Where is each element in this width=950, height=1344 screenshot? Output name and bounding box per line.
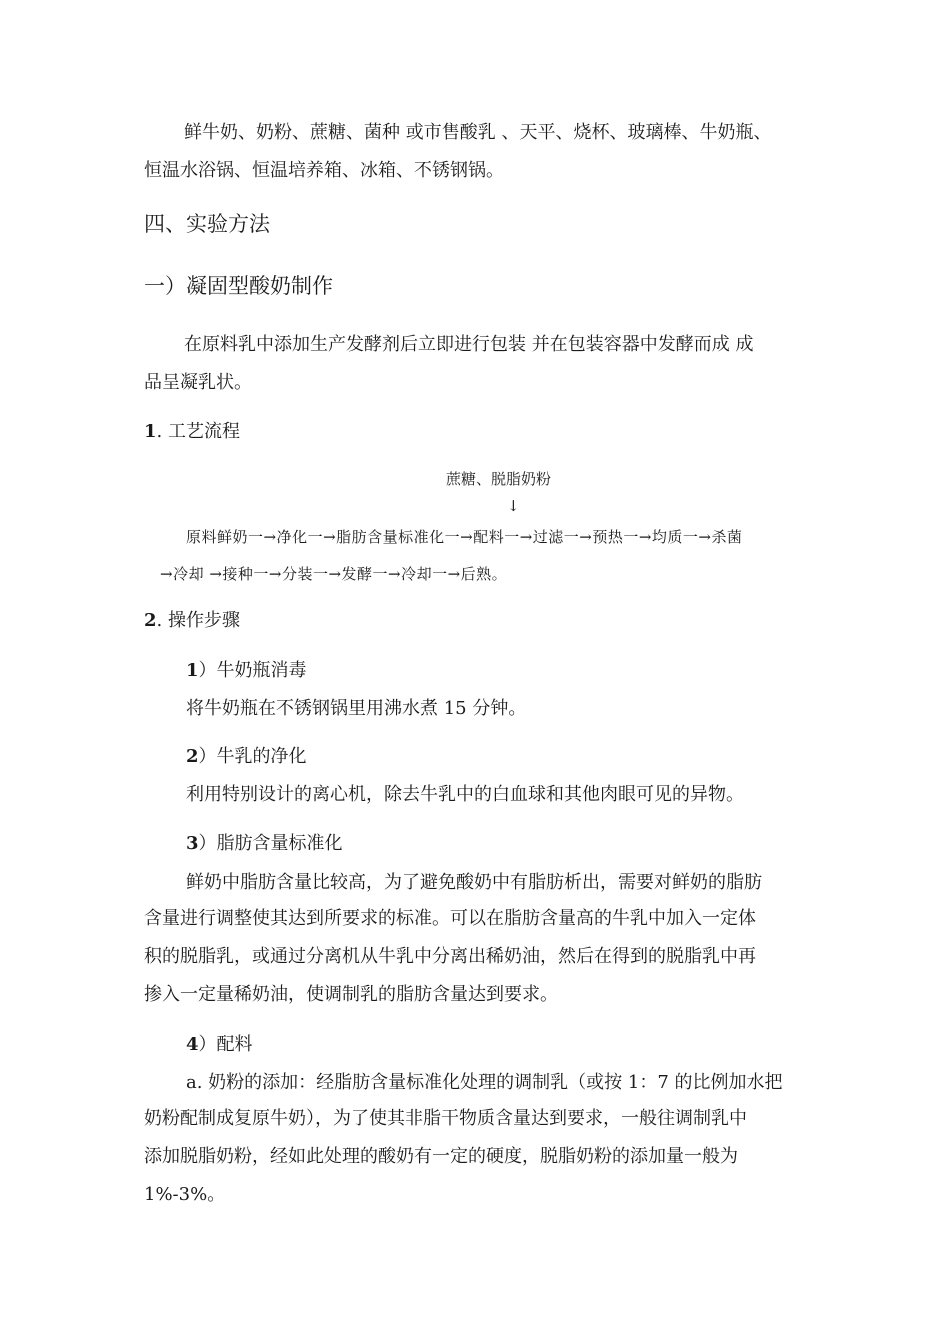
step-body-line: 含量进行调整使其达到所要求的标准。可以在脂肪含量高的牛乳中加入一定体: [144, 908, 756, 929]
materials-line-2: 恒温水浴锅、恒温培养箱、冰箱、不锈钢锅。: [144, 160, 504, 181]
step-body-line: 1%-3%。: [144, 1184, 226, 1205]
step-title: [186, 660, 307, 682]
step-title-text: ）脂肪含量标准化: [198, 833, 343, 854]
step-number: 4: [186, 1034, 199, 1055]
materials-line-1: 鲜牛奶、奶粉、蔗糖、菌种 或市售酸乳 、天平、烧杯、玻璃棒、牛奶瓶、: [184, 122, 772, 143]
steps-heading-label: . 操作步骤: [156, 610, 240, 631]
step-body-line: 奶粉配制成复原牛奶），为了使其非脂干物质含量达到要求，一般往调制乳中: [144, 1108, 747, 1129]
step-number: 3: [186, 833, 199, 854]
intro-line-2: 品呈凝乳状。: [144, 372, 252, 393]
step-body-line: 将牛奶瓶在不锈钢锅里用沸水煮 15 分钟。: [186, 698, 527, 719]
step-body-line: 添加脱脂奶粉，经如此处理的酸奶有一定的硬度，脱脂奶粉的添加量一般为: [144, 1146, 738, 1167]
step-title-text: ）配料: [198, 1034, 253, 1055]
step-title-text: ）牛乳的净化: [198, 746, 307, 767]
process-heading: [144, 421, 240, 443]
process-heading-number: 1: [144, 421, 157, 442]
flow-down-arrow-icon: ↓: [507, 497, 520, 515]
step-title: [186, 833, 343, 855]
step-title: [186, 746, 307, 768]
step-body-line: 积的脱脂乳，或通过分离机从牛乳中分离出稀奶油，然后在得到的脱脂乳中再: [144, 946, 756, 967]
step-title: [186, 1034, 253, 1056]
step-body-line: 鲜奶中脂肪含量比较高，为了避免酸奶中有脂肪析出，需要对鲜奶的脂肪: [186, 872, 762, 893]
section-heading-methods: 四、实验方法: [144, 212, 270, 236]
step-body-line: a. 奶粉的添加：经脂肪含量标准化处理的调制乳（或按 1：7 的比例加水把: [186, 1072, 783, 1093]
step-title-text: ）牛奶瓶消毒: [198, 660, 307, 681]
flow-line-1: 原料鲜奶一→净化一→脂肪含量标准化一→配料一→过滤一→预热一→均质一→杀菌: [186, 528, 743, 546]
subsection-heading-set-yogurt: 一）凝固型酸奶制作: [144, 274, 333, 298]
process-heading-label: . 工艺流程: [156, 421, 240, 442]
step-body-line: 利用特别设计的离心机，除去牛乳中的白血球和其他肉眼可见的异物。: [186, 784, 744, 805]
steps-heading-number: 2: [144, 610, 157, 631]
step-number: 1: [186, 660, 199, 681]
steps-heading: [144, 610, 240, 632]
intro-line-1: 在原料乳中添加生产发酵剂后立即进行包装 并在包装容器中发酵而成 成: [184, 334, 754, 355]
step-number: 2: [186, 746, 199, 767]
flow-line-2: →冷却 →接种一→分装一→发酵一→冷却一→后熟。: [160, 565, 508, 583]
flow-additive-label: 蔗糖、脱脂奶粉: [446, 470, 552, 488]
step-body-line: 掺入一定量稀奶油，使调制乳的脂肪含量达到要求。: [144, 984, 558, 1005]
